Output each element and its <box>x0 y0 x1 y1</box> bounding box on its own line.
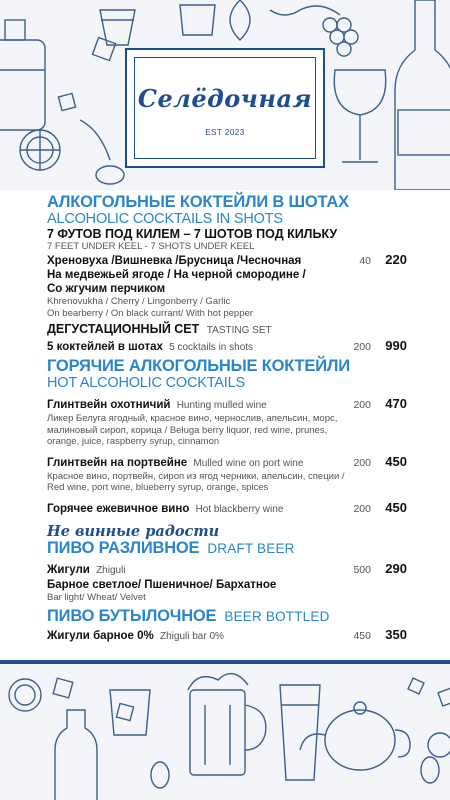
section-title-hot: ГОРЯЧИЕ АЛКОГОЛЬНЫЕ КОКТЕЙЛИ <box>47 357 350 375</box>
top-illustration <box>0 0 450 190</box>
draft-beer-header <box>47 540 407 557</box>
item-name: Жигули <box>47 563 90 576</box>
item-price: 450 <box>385 453 407 469</box>
draft-variants-en: Bar light/ Wheat/ Velvet <box>47 591 146 603</box>
bottle-icon <box>55 710 97 800</box>
item-name: Жигули барное 0% <box>47 630 154 642</box>
hop-icon <box>80 120 124 184</box>
item-price: 350 <box>385 627 407 642</box>
item-name-en: Zhiguli bar 0% <box>159 631 224 642</box>
item-price: 290 <box>385 560 407 576</box>
logo-name: Селёдочная <box>137 84 313 113</box>
set7-title-en: 7 FEET UNDER KEEL - 7 SHOTS UNDER KEEL <box>47 241 255 252</box>
section-subtitle-bottled: BEER BOTTLED <box>224 609 330 624</box>
logo-est: EST 2023 <box>205 128 245 137</box>
item-volume: 500 <box>353 563 371 576</box>
lemon-icon <box>9 679 41 711</box>
set7-title: 7 ФУТОВ ПОД КИЛЕМ – 7 ШОТОВ ПОД КИЛЬКУ <box>47 227 338 241</box>
leaf-icon <box>230 0 300 40</box>
item-volume: 200 <box>353 399 371 411</box>
menu-content <box>47 194 407 644</box>
item-price: 220 <box>385 252 407 267</box>
item-name: Хреновуха /Вишневка /Брусница /Чесночная <box>47 255 302 267</box>
lemon-icon <box>20 130 60 170</box>
set7-line2: На медвежьей ягоде / На черной смородине / <box>47 269 306 281</box>
logo <box>125 48 325 168</box>
set7-en2: On bearberry / On black currant/ With hot pepper <box>47 307 253 319</box>
tasting-set-header <box>47 322 407 338</box>
beer-glass-icon <box>280 685 320 780</box>
item-volume: 200 <box>353 341 371 353</box>
item-name: Глинтвейн на портвейне <box>47 456 188 469</box>
item-name-en: Zhiguli <box>96 564 126 576</box>
menu-item <box>47 500 407 517</box>
item-price: 470 <box>385 396 407 411</box>
item-price: 990 <box>385 338 407 353</box>
ice-cube-icon <box>53 678 450 706</box>
menu-item <box>47 252 407 268</box>
set7-line3: Со жгучим перчиком <box>47 283 166 295</box>
item-volume: 40 <box>359 255 371 267</box>
item-price: 450 <box>385 499 407 515</box>
menu-item <box>47 338 407 355</box>
shot-glass-icon <box>100 10 135 45</box>
bottom-illustration <box>0 660 450 800</box>
wine-bottle-icon <box>395 0 450 190</box>
item-name-en: Hunting mulled wine <box>176 400 267 411</box>
section-subtitle-hot: HOT ALCOHOLIC COCKTAILS <box>47 375 245 391</box>
wine-glass-icon <box>334 70 385 162</box>
draft-variants: Барное светлое/ Пшеничное/ Бархатное <box>47 578 277 591</box>
decanter-icon <box>0 20 45 130</box>
section-title-draft: ПИВО РАЗЛИВНОЕ <box>47 538 200 557</box>
beer-mug-icon <box>188 674 266 775</box>
menu-item <box>47 561 407 578</box>
item-description: Красное вино, портвейн, сироп из ягод черники, апельсин, специи / Red wine, port wine, blueberry syrup, orange, spices <box>47 470 345 493</box>
item-name: Горячее ежевичное вино <box>47 502 190 515</box>
tasting-set-title: ДЕГУСТАЦИОННЫЙ СЕТ <box>47 322 200 336</box>
set7-en1: Khrenovukha / Cherry / Lingonberry / Garlic <box>47 296 231 307</box>
hop-icon <box>151 757 439 788</box>
item-name-en: Mulled wine on port wine <box>193 457 304 469</box>
cup-icon <box>180 5 215 35</box>
item-name: Глинтвейн охотничий <box>47 399 171 411</box>
section-subtitle-draft: DRAFT BEER <box>207 540 295 556</box>
menu-item <box>47 627 407 644</box>
item-volume: 200 <box>353 502 371 515</box>
menu-item <box>47 454 407 471</box>
bottled-beer-header <box>47 608 407 625</box>
menu-item <box>47 396 407 413</box>
ice-cube-icon <box>58 37 115 110</box>
item-description: Ликер Белуга ягодный, красное вино, чернослив, апельсин, морс, малиновый сироп, корица / Beluga berry liquor, red wine, prunes, orange, juice, raspberry syrup, cinnamon <box>47 413 338 447</box>
whisky-glass-icon <box>110 690 150 735</box>
item-volume: 200 <box>353 456 371 469</box>
section-title-bottled: ПИВО БУТЫЛОЧНОЕ <box>47 607 217 625</box>
section-title-non-wine: Не винные радости <box>47 522 220 540</box>
section-subtitle-shots: ALCOHOLIC COCKTAILS IN SHOTS <box>47 211 283 227</box>
tasting-set-title-en: TASTING SET <box>206 325 272 336</box>
citrus-slice-icon <box>428 733 450 757</box>
item-name-en: 5 cocktails in shots <box>169 342 254 353</box>
item-name: 5 коктейлей в шотах <box>47 341 163 353</box>
section-title-shots: АЛКОГОЛЬНЫЕ КОКТЕЙЛИ В ШОТАХ <box>47 193 349 211</box>
item-volume: 450 <box>353 630 371 642</box>
item-name-en: Hot blackberry wine <box>195 503 284 515</box>
